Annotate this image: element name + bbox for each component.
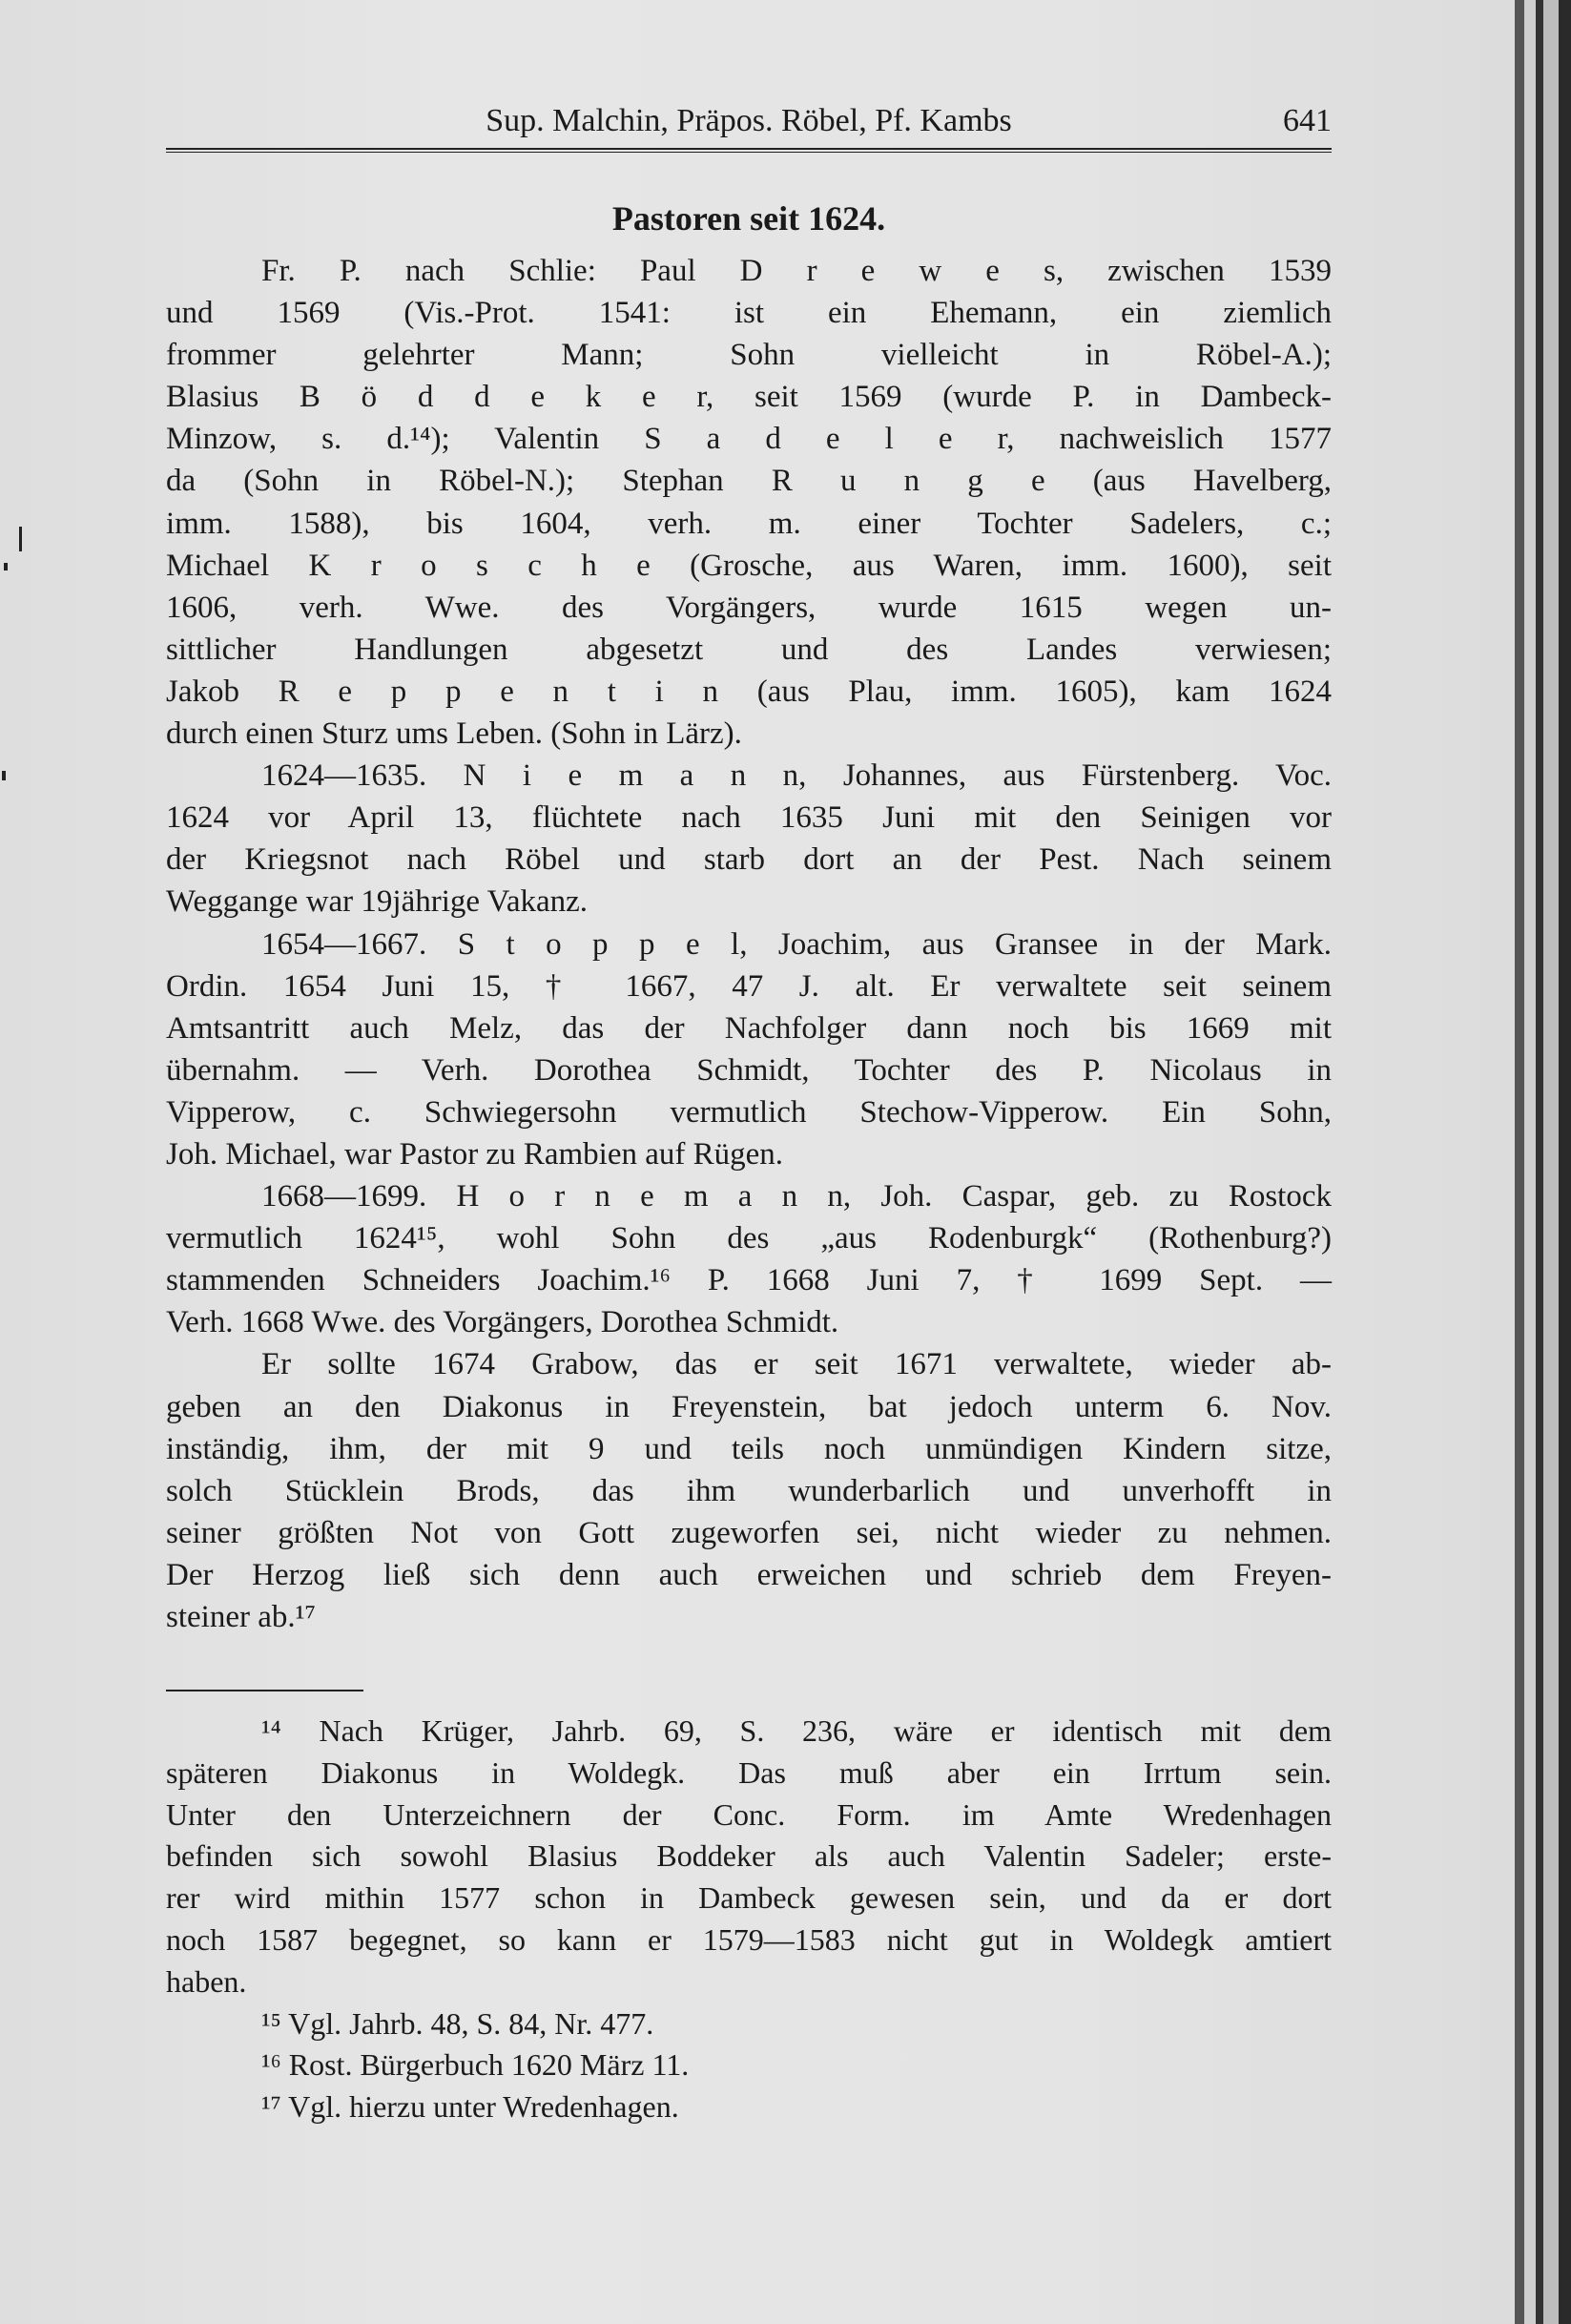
paragraph — [166, 250, 1332, 755]
footnote — [166, 2003, 1332, 2045]
text-line: da (Sohn in Röbel-N.); Stephan R u n g e (aus Havelberg, — [166, 464, 1332, 499]
page-edge — [1559, 0, 1571, 2324]
text-line: imm. 1588), bis 1604, verh. m. einer Tochter Sadelers, c.; — [166, 506, 1332, 541]
text-line: der Kriegsnot nach Röbel und starb dort an der Pest. Nach seinem — [166, 842, 1332, 878]
text-line: frommer gelehrter Mann; Sohn vielleicht in Röbel-A.); — [166, 338, 1332, 373]
text-line: Weggange war 19jährige Vakanz. — [166, 884, 589, 920]
paragraph — [166, 923, 1332, 1176]
text-line: 1654—1667. S t o p p e l, Joachim, aus Gransee in der Mark. — [261, 926, 1332, 962]
text-line: rer wird mithin 1577 schon in Dambeck gewesen sein, und da er dort — [166, 1880, 1332, 1916]
running-title: Sup. Malchin, Präpos. Röbel, Pf. Kambs — [486, 103, 1012, 138]
page-edge — [1543, 0, 1559, 2324]
text-line: Verh. 1668 Wwe. des Vorgängers, Dorothea Schmidt. — [166, 1305, 839, 1340]
text-line: ¹⁶ Rost. Bürgerbuch 1620 März 11. — [261, 2047, 690, 2083]
text-line: ¹⁷ Vgl. hierzu unter Wredenhagen. — [261, 2089, 679, 2125]
text-line: späteren Diakonus in Woldegk. Das muß aber ein Irrtum sein. — [166, 1754, 1332, 1790]
text-line: Unter den Unterzeichnern der Conc. Form. im Amte Wredenhagen — [166, 1796, 1332, 1832]
text-line: und 1569 (Vis.-Prot. 1541: ist ein Ehemann, ein ziemlich — [166, 296, 1332, 331]
text-line: 1606, verh. Wwe. des Vorgängers, wurde 1615 wegen un- — [166, 590, 1332, 625]
margin-mark — [2, 771, 6, 780]
text-line: durch einen Sturz ums Leben. (Sohn in Lärz). — [166, 716, 742, 752]
footnote — [166, 1711, 1332, 2003]
page-edge — [1536, 0, 1543, 2324]
text-line: Amtsantritt auch Melz, das der Nachfolger dann noch bis 1669 mit — [166, 1010, 1332, 1046]
text-line: Minzow, s. d.¹⁴); Valentin S a d e l e r, nachweislich 1577 — [166, 422, 1332, 457]
page-edge — [1524, 0, 1536, 2324]
text-line: seiner größten Not von Gott zugeworfen sei, nicht wieder zu nehmen. — [166, 1515, 1332, 1550]
text-line: 1668—1699. H o r n e m a n n, Joh. Caspar, geb. zu Rostock — [261, 1179, 1332, 1214]
paragraph — [166, 755, 1332, 923]
running-header — [166, 103, 1332, 145]
text-line: vermutlich 1624¹⁵, wohl Sohn des „aus Rodenburgk“ (Rothenburg?) — [166, 1221, 1332, 1256]
footnotes — [166, 1711, 1332, 2128]
text-line: Fr. P. nach Schlie: Paul D r e w e s, zwischen 1539 — [261, 254, 1332, 288]
text-line: 1624 vor April 13, flüchtete nach 1635 Juni mit den Seinigen vor — [166, 800, 1332, 836]
text-line: stammenden Schneiders Joachim.¹⁶ P. 1668 Juni 7, † 1699 Sept. — — [166, 1263, 1332, 1298]
footnote — [166, 2086, 1332, 2128]
text-line: sittlicher Handlungen abgesetzt und des Landes verwiesen; — [166, 632, 1332, 667]
text-line: geben an den Diakonus in Freyenstein, bat jedoch unterm 6. Nov. — [166, 1389, 1332, 1424]
header-rule — [166, 148, 1332, 153]
text-line: solch Stücklein Brods, das ihm wunderbarlich und unverhofft in — [166, 1473, 1332, 1508]
text-line: inständig, ihm, der mit 9 und teils noch unmündigen Kindern sitze, — [166, 1431, 1332, 1466]
text-line: ¹⁵ Vgl. Jahrb. 48, S. 84, Nr. 477. — [261, 2005, 654, 2041]
text-line: Joh. Michael, war Pastor zu Rambien auf Rügen. — [166, 1136, 784, 1172]
text-line: noch 1587 begegnet, so kann er 1579—1583 nicht gut in Woldegk amtiert — [166, 1921, 1332, 1957]
margin-mark — [4, 563, 8, 571]
page-edge — [1515, 0, 1524, 2324]
paragraph — [166, 1343, 1332, 1638]
text-line: befinden sich sowohl Blasius Boddeker als auch Valentin Sadeler; erste- — [166, 1838, 1332, 1874]
text-line: ¹⁴ Nach Krüger, Jahrb. 69, S. 236, wäre er identisch mit dem — [261, 1713, 1332, 1748]
text-line: Der Herzog ließ sich denn auch erweichen und schrieb dem Freyen- — [166, 1557, 1332, 1592]
text-line: 1624—1635. N i e m a n n, Johannes, aus Fürstenberg. Voc. — [261, 758, 1332, 794]
text-line: übernahm. — Verh. Dorothea Schmidt, Tochter des P. Nicolaus in — [166, 1052, 1332, 1088]
footnote — [166, 2044, 1332, 2086]
text-line: Ordin. 1654 Juni 15, † 1667, 47 J. alt. Er verwaltete seit seinem — [166, 968, 1332, 1004]
paragraph — [166, 1175, 1332, 1343]
margin-mark — [19, 527, 22, 551]
main-text — [166, 250, 1332, 1638]
text-line: Michael K r o s c h e (Grosche, aus Waren, imm. 1600), seit — [166, 548, 1332, 583]
section-title: Pastoren seit 1624. — [611, 199, 886, 238]
text-line: Vipperow, c. Schwiegersohn vermutlich Stechow-Vipperow. Ein Sohn, — [166, 1094, 1332, 1130]
text-line: steiner ab.¹⁷ — [166, 1600, 317, 1634]
page-number: 641 — [1283, 103, 1332, 138]
footnote-rule — [166, 1690, 363, 1691]
text-line: Blasius B ö d d e k e r, seit 1569 (wurde P. in Dambeck- — [166, 380, 1332, 415]
text-line: haben. — [166, 1963, 247, 1999]
text-line: Jakob R e p p e n t i n (aus Plau, imm. 1605), kam 1624 — [166, 674, 1332, 709]
text-line: Er sollte 1674 Grabow, das er seit 1671 verwaltete, wieder ab- — [261, 1347, 1332, 1382]
